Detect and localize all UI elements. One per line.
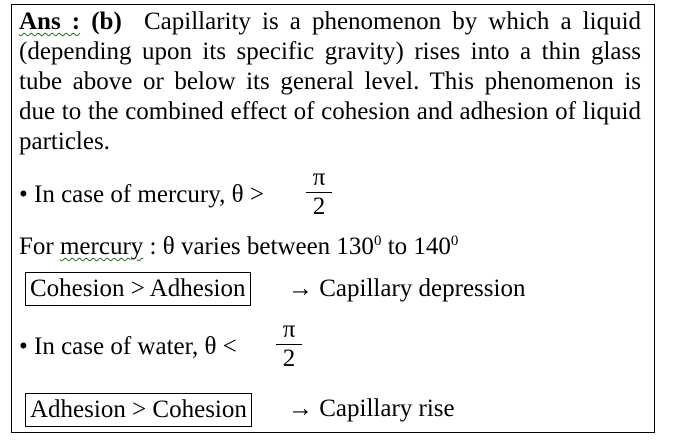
arrow-icon: → bbox=[288, 395, 313, 422]
range-word: mercury bbox=[59, 233, 144, 260]
range-rest: : θ varies between 130 bbox=[149, 233, 374, 260]
mercury-range-line bbox=[19, 232, 458, 262]
water-fraction-numerator: π bbox=[282, 316, 296, 343]
answer-paragraph bbox=[19, 7, 641, 157]
mercury-inequality: θ > bbox=[231, 181, 264, 208]
degree-mark: 0 bbox=[373, 233, 382, 249]
bullet: • bbox=[19, 333, 28, 360]
answer-explanation: Capillarity is a phenomenon by which a liquid (depending upon its specific gravity) rises into a thin glass tube above or below its general level. This phenomenon is due to the combined effect of cohesion and adhesion of liquid particles. bbox=[19, 8, 642, 155]
cohesion-adhesion-box: Cohesion > Adhesion bbox=[25, 272, 251, 306]
mercury-case-text: In case of mercury, bbox=[34, 181, 226, 208]
degree-mark-2: 0 bbox=[450, 233, 459, 249]
mercury-fraction bbox=[306, 165, 332, 220]
mercury-result: Capillary depression bbox=[319, 275, 526, 302]
water-inequality: θ < bbox=[204, 333, 237, 360]
range-prefix: For bbox=[19, 233, 54, 260]
water-fraction bbox=[276, 317, 302, 372]
answer-label: Ans : bbox=[19, 8, 81, 35]
mercury-case-line bbox=[19, 180, 264, 210]
range-mid: to 140 bbox=[381, 233, 451, 260]
mercury-result-line bbox=[288, 274, 525, 304]
mercury-fraction-numerator: π bbox=[312, 164, 326, 191]
water-case-line bbox=[19, 332, 237, 362]
arrow-icon: → bbox=[288, 275, 313, 302]
bullet: • bbox=[19, 181, 28, 208]
water-fraction-denominator: 2 bbox=[282, 345, 296, 372]
water-result: Capillary rise bbox=[319, 395, 455, 422]
water-result-line bbox=[288, 394, 455, 424]
adhesion-cohesion-box: Adhesion > Cohesion bbox=[25, 393, 252, 427]
water-case-text: In case of water, bbox=[34, 333, 199, 360]
answer-option: (b) bbox=[91, 8, 122, 35]
mercury-fraction-denominator: 2 bbox=[312, 193, 326, 220]
